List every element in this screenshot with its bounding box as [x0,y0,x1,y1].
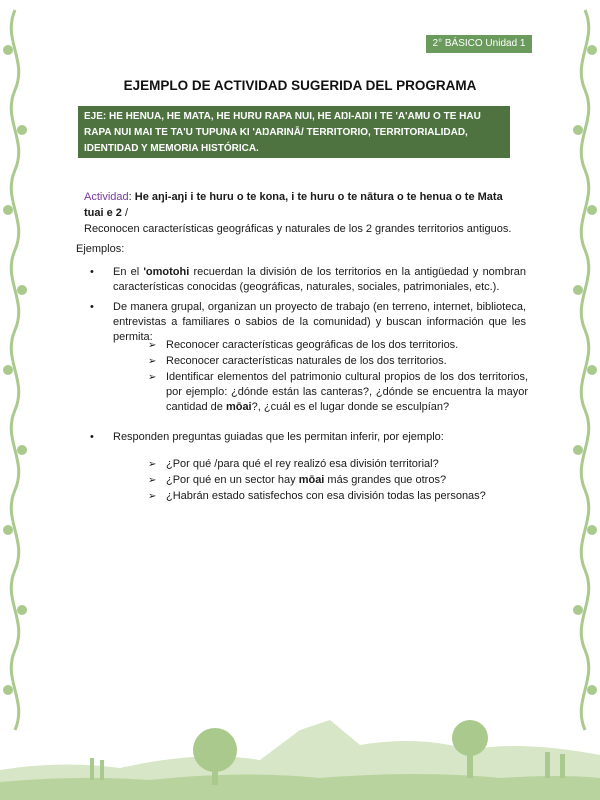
right-decorative-border [570,0,600,800]
list-item-text: En el [113,266,144,278]
grade-unit-badge: 2° BÁSICO Unidad 1 [426,35,532,53]
sublist-item-text: Identificar elementos del patrimonio cultural propios de los dos territorios, por ejemplo: ¿dónde están las canteras?, ¿dónde se encuentra la mayor cantidad de [166,371,528,413]
sublist-item [148,489,528,504]
sublist-item-text: ¿Por qué en un sector hay [166,474,299,486]
sublist-item-bold-term: mōai [298,474,325,486]
list-item-bold-term: 'omotohi [143,266,190,278]
sublist-item-text: ¿Por qué /para qué el rey realizó esa división territorial? [166,458,439,470]
sublist-item-text: más grandes que otros? [324,474,447,486]
arrow-bullet-icon: ➢ [148,340,157,351]
activity-colon: : [128,191,135,203]
sublist-item-text: ?, ¿cuál es el lugar donde se esculpían? [251,401,450,413]
bullet-icon: • [90,431,94,443]
eje-text: EJE: HE HENUA, HE MATA, HE HURU RAPA NUI, HE AŊI-AŊI I TE 'A'AMU O TE HAU RAPA NUI MAI TE TA'U TUPUNA KI 'AŊARINĀ/ TERRITORIO, TERRITORIALIDAD, IDENTIDAD Y MEMORIA HISTÓRICA. [84,111,481,154]
activity-block [84,189,524,237]
sublist-item [148,370,528,415]
arrow-bullet-icon: ➢ [148,356,157,367]
activity-separator: / [121,207,129,219]
questions-intro-list [90,430,526,450]
examples-label: Ejemplos: [76,243,125,255]
arrow-bullet-icon: ➢ [148,491,157,502]
sublist-item-text: Reconocer características geográficas de los dos territorios. [166,339,459,351]
activity-label: Actividad [84,191,129,203]
page-title: EJEMPLO DE ACTIVIDAD SUGERIDA DEL PROGRAMA [123,78,477,93]
activity-description: Reconocen características geográficas y naturales de los 2 grandes territorios antiguos. [84,223,512,235]
sublist-item-text: ¿Habrán estado satisfechos con esa división todas las personas? [166,490,486,502]
arrow-bullet-icon: ➢ [148,372,157,383]
sublist-item-bold-term: mōai [225,401,252,413]
eje-banner [78,106,510,158]
arrow-bullet-icon: ➢ [148,475,157,486]
arrow-bullet-icon: ➢ [148,459,157,470]
activity-title: He aŋi-aŋi i te huru o te kona, i te huru o te nātura o te henua o te Mata tuai e 2 [84,191,503,219]
bullet-icon: • [90,301,94,313]
landscape-illustration [0,690,600,800]
sublist-item [148,354,528,369]
sublist-item [148,457,528,472]
list-item [90,265,526,295]
sublist-item-text: Reconocer características naturales de los dos territorios. [166,355,447,367]
bullet-icon: • [90,266,94,278]
list-item [90,430,526,445]
list-item-text: Responden preguntas guiadas que les permitan inferir, por ejemplo: [113,431,444,443]
sublist-questions [148,457,528,505]
sublist-objectives [148,338,528,416]
left-decorative-border [0,0,30,800]
list-item-text: De manera grupal, organizan un proyecto de trabajo (en terreno, internet, biblioteca, entrevistas a familiares o sabios de la comunidad) y buscan información que les permita: [113,301,526,343]
list-item-text: recuerdan la división de los territorios en la antigüedad y nombran características conocidas (geográficas, naturales, sociales, patrimoniales, etc.). [113,266,526,293]
sublist-item [148,338,528,353]
sublist-item [148,473,528,488]
